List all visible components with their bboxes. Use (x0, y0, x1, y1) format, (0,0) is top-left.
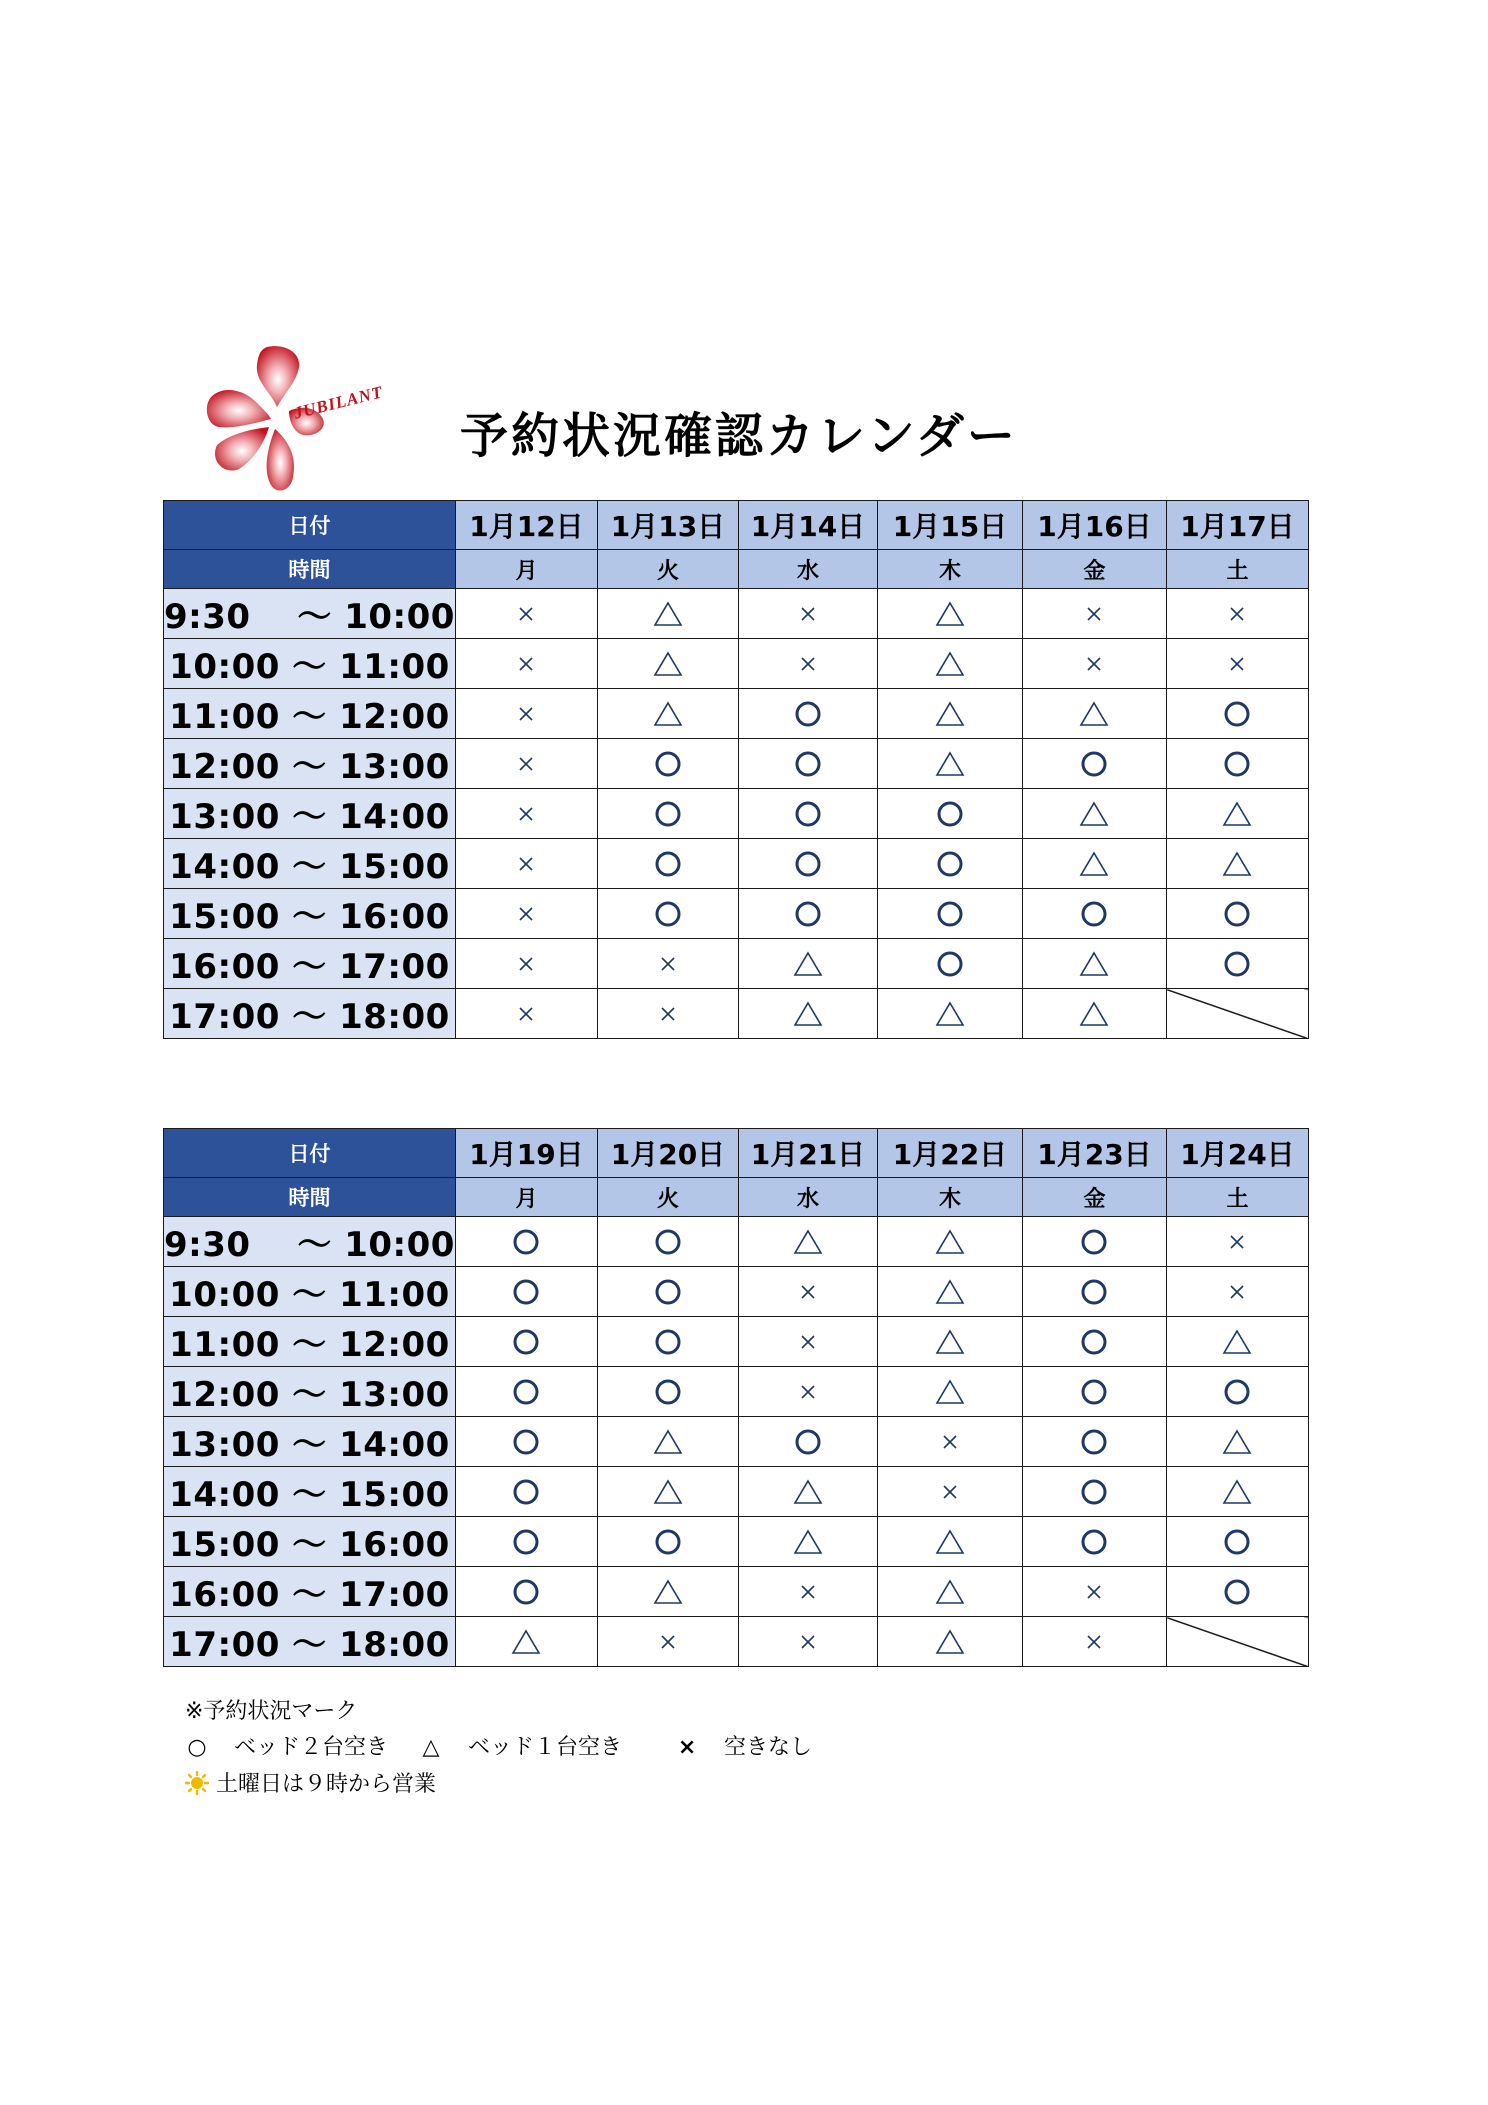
date-header: 1月16日 (1022, 501, 1166, 550)
circle-mark-icon (653, 1277, 683, 1307)
availability-cell (1022, 1617, 1166, 1667)
availability-cell (455, 589, 597, 639)
triangle-mark-icon (935, 1577, 965, 1607)
triangle-mark-icon (1079, 849, 1109, 879)
time-slot-row (164, 1367, 1309, 1417)
availability-cell (1022, 589, 1166, 639)
availability-cell (877, 1217, 1022, 1267)
time-slot-row (164, 1217, 1309, 1267)
time-slot-row (164, 1517, 1309, 1567)
time-slot-label: 17:00 ～ 18:00 (164, 1617, 456, 1667)
availability-cell (1022, 739, 1166, 789)
circle-mark-icon (1079, 1227, 1109, 1257)
cross-mark-icon (653, 1627, 683, 1657)
date-header-row (164, 501, 1309, 550)
date-header-label: 日付 (164, 1129, 456, 1178)
weekday-header: 木 (877, 1178, 1022, 1217)
date-header: 1月19日 (455, 1129, 597, 1178)
triangle-mark-icon (653, 649, 683, 679)
weekday-header: 水 (738, 550, 877, 589)
availability-cell (597, 989, 738, 1039)
time-slot-row (164, 689, 1309, 739)
legend-cross-text: 空きなし (724, 1735, 813, 1760)
weekday-header: 月 (455, 550, 597, 589)
triangle-mark-icon (935, 999, 965, 1029)
availability-cell (738, 639, 877, 689)
circle-mark-icon (935, 949, 965, 979)
availability-cell (455, 1417, 597, 1467)
date-header: 1月20日 (597, 1129, 738, 1178)
circle-mark-icon (653, 899, 683, 929)
availability-cell (597, 1217, 738, 1267)
availability-cell (1022, 789, 1166, 839)
cross-mark-icon (793, 599, 823, 629)
time-slot-label: 17:00 ～ 18:00 (164, 989, 456, 1039)
time-slot-row (164, 1417, 1309, 1467)
triangle-mark-icon (1222, 799, 1252, 829)
circle-mark-icon (1079, 1327, 1109, 1357)
circle-mark-icon (793, 849, 823, 879)
availability-cell (877, 789, 1022, 839)
circle-mark-icon (793, 1427, 823, 1457)
cross-mark-icon (1222, 1277, 1252, 1307)
availability-cell (738, 689, 877, 739)
circle-mark-icon (1222, 1527, 1252, 1557)
triangle-mark-icon (653, 699, 683, 729)
date-header-label: 日付 (164, 501, 456, 550)
availability-cell (597, 939, 738, 989)
circle-mark-icon (793, 749, 823, 779)
availability-cell (738, 789, 877, 839)
availability-cell (455, 939, 597, 989)
triangle-mark-icon (1222, 849, 1252, 879)
availability-cell (738, 1617, 877, 1667)
cross-mark-icon (511, 699, 541, 729)
availability-cell (738, 1367, 877, 1417)
time-slot-row (164, 789, 1309, 839)
circle-mark-icon (1079, 1277, 1109, 1307)
availability-cell (1022, 1367, 1166, 1417)
reservation-table-week-2 (163, 1128, 1309, 1667)
availability-cell (455, 1267, 597, 1317)
circle-mark-icon (1222, 699, 1252, 729)
time-slot-row (164, 589, 1309, 639)
time-slot-label: 13:00 ～ 14:00 (164, 789, 456, 839)
availability-cell (877, 1267, 1022, 1317)
triangle-mark-icon (793, 1527, 823, 1557)
cross-mark-icon (1222, 1227, 1252, 1257)
date-header: 1月24日 (1166, 1129, 1308, 1178)
availability-cell (455, 739, 597, 789)
time-slot-row (164, 839, 1309, 889)
availability-cell (455, 839, 597, 889)
availability-cell (455, 1317, 597, 1367)
availability-cell (455, 989, 597, 1039)
availability-cell (1166, 689, 1308, 739)
circle-mark-icon (935, 899, 965, 929)
time-slot-row (164, 889, 1309, 939)
time-slot-label: 10:00 ～ 11:00 (164, 1267, 456, 1317)
availability-cell (738, 589, 877, 639)
cross-mark-icon (511, 949, 541, 979)
availability-cell (455, 689, 597, 739)
availability-cell (455, 1617, 597, 1667)
availability-cell (597, 1417, 738, 1467)
time-slot-label: 12:00 ～ 13:00 (164, 739, 456, 789)
time-slot-label: 10:00 ～ 11:00 (164, 639, 456, 689)
availability-cell (1166, 1417, 1308, 1467)
date-header: 1月13日 (597, 501, 738, 550)
availability-cell (1166, 1467, 1308, 1517)
date-header: 1月23日 (1022, 1129, 1166, 1178)
availability-cell (1022, 1467, 1166, 1517)
circle-mark-icon (511, 1477, 541, 1507)
triangle-mark-icon (1079, 699, 1109, 729)
triangle-mark-icon (1222, 1477, 1252, 1507)
triangle-mark-icon (935, 599, 965, 629)
circle-mark-icon (935, 799, 965, 829)
time-slot-row (164, 1267, 1309, 1317)
time-slot-label: 15:00 ～ 16:00 (164, 889, 456, 939)
availability-cell (1166, 1517, 1308, 1567)
cross-mark-icon (1222, 649, 1252, 679)
triangle-mark-icon (653, 1427, 683, 1457)
legend-circle-text: ベッド２台空き (234, 1735, 389, 1760)
time-slot-row (164, 1317, 1309, 1367)
circle-mark-icon (793, 699, 823, 729)
availability-cell (597, 789, 738, 839)
time-slot-row (164, 1567, 1309, 1617)
availability-cell (1022, 889, 1166, 939)
availability-cell (597, 689, 738, 739)
triangle-mark-icon (935, 1327, 965, 1357)
cross-mark-icon (1079, 599, 1109, 629)
availability-cell (738, 1467, 877, 1517)
availability-cell (1022, 939, 1166, 989)
triangle-mark-icon (935, 1377, 965, 1407)
legend-cross-symbol: × (677, 1735, 697, 1760)
triangle-mark-icon (653, 599, 683, 629)
cross-mark-icon (511, 799, 541, 829)
cross-mark-icon (935, 1427, 965, 1457)
weekday-header: 水 (738, 1178, 877, 1217)
triangle-mark-icon (935, 749, 965, 779)
time-slot-label: 11:00 ～ 12:00 (164, 1317, 456, 1367)
availability-cell (597, 1617, 738, 1667)
triangle-mark-icon (1222, 1327, 1252, 1357)
availability-cell (877, 1417, 1022, 1467)
legend-circle-symbol: ○ (187, 1735, 207, 1760)
availability-cell (1166, 1317, 1308, 1367)
availability-cell (877, 639, 1022, 689)
circle-mark-icon (653, 1327, 683, 1357)
circle-mark-icon (511, 1227, 541, 1257)
availability-cell (1022, 1567, 1166, 1617)
date-header: 1月21日 (738, 1129, 877, 1178)
availability-cell (1022, 1517, 1166, 1567)
saturday-note-text: 土曜日は９時から営業 (216, 1772, 437, 1797)
availability-cell (597, 889, 738, 939)
availability-cell (738, 1267, 877, 1317)
availability-cell (1166, 939, 1308, 989)
time-slot-row (164, 639, 1309, 689)
availability-cell (455, 1517, 597, 1567)
availability-cell (877, 889, 1022, 939)
brand-wordmark: JUBILANT (291, 382, 385, 423)
triangle-mark-icon (793, 999, 823, 1029)
cross-mark-icon (511, 849, 541, 879)
weekday-header: 火 (597, 550, 738, 589)
cross-mark-icon (653, 999, 683, 1029)
availability-cell (1166, 739, 1308, 789)
cross-mark-icon (793, 1327, 823, 1357)
date-header: 1月14日 (738, 501, 877, 550)
availability-cell (1166, 639, 1308, 689)
availability-cell (877, 939, 1022, 989)
availability-cell (738, 989, 877, 1039)
cross-mark-icon (1079, 1577, 1109, 1607)
cross-mark-icon (793, 1627, 823, 1657)
triangle-mark-icon (653, 1577, 683, 1607)
availability-cell (877, 1567, 1022, 1617)
date-header-row (164, 1129, 1309, 1178)
availability-cell (877, 689, 1022, 739)
availability-cell (1166, 1217, 1308, 1267)
availability-cell (1166, 1567, 1308, 1617)
time-slot-label: 14:00 ～ 15:00 (164, 1467, 456, 1517)
availability-cell (455, 889, 597, 939)
cross-mark-icon (511, 899, 541, 929)
availability-cell (1022, 1267, 1166, 1317)
triangle-mark-icon (935, 1627, 965, 1657)
availability-cell (1022, 989, 1166, 1039)
time-slot-label: 11:00 ～ 12:00 (164, 689, 456, 739)
circle-mark-icon (511, 1377, 541, 1407)
weekday-header: 木 (877, 550, 1022, 589)
availability-cell (738, 839, 877, 889)
availability-cell (455, 789, 597, 839)
date-header: 1月17日 (1166, 501, 1308, 550)
availability-cell (455, 1367, 597, 1417)
availability-cell (1166, 889, 1308, 939)
weekday-header: 月 (455, 1178, 597, 1217)
circle-mark-icon (653, 1227, 683, 1257)
circle-mark-icon (1079, 1427, 1109, 1457)
weekday-header: 土 (1166, 550, 1308, 589)
circle-mark-icon (511, 1327, 541, 1357)
availability-cell (455, 1567, 597, 1617)
availability-cell (597, 589, 738, 639)
availability-cell (877, 1467, 1022, 1517)
availability-cell (738, 1417, 877, 1467)
circle-mark-icon (653, 749, 683, 779)
availability-cell (597, 1467, 738, 1517)
triangle-mark-icon (793, 949, 823, 979)
availability-cell (738, 1317, 877, 1367)
circle-mark-icon (1222, 949, 1252, 979)
weekday-header: 火 (597, 1178, 738, 1217)
availability-cell (597, 1567, 738, 1617)
availability-cell (1166, 1267, 1308, 1317)
availability-cell (877, 739, 1022, 789)
cross-mark-icon (1079, 649, 1109, 679)
reservation-table-week-1 (163, 500, 1309, 1039)
triangle-mark-icon (1079, 799, 1109, 829)
circle-mark-icon (653, 799, 683, 829)
triangle-mark-icon (935, 649, 965, 679)
availability-cell (597, 1317, 738, 1367)
time-slot-row (164, 739, 1309, 789)
circle-mark-icon (653, 1527, 683, 1557)
availability-cell (738, 939, 877, 989)
availability-cell (1166, 839, 1308, 889)
availability-cell (877, 1617, 1022, 1667)
cross-mark-icon (793, 1577, 823, 1607)
time-slot-label: 15:00 ～ 16:00 (164, 1517, 456, 1567)
circle-mark-icon (1079, 1477, 1109, 1507)
legend-marks (185, 1730, 812, 1761)
triangle-mark-icon (935, 699, 965, 729)
availability-cell (1022, 1217, 1166, 1267)
availability-cell (1022, 689, 1166, 739)
cross-mark-icon (511, 749, 541, 779)
cross-mark-icon (511, 649, 541, 679)
availability-cell (877, 589, 1022, 639)
time-slot-row (164, 989, 1309, 1039)
triangle-mark-icon (935, 1227, 965, 1257)
availability-cell (738, 889, 877, 939)
circle-mark-icon (1222, 1377, 1252, 1407)
availability-cell (597, 839, 738, 889)
date-header: 1月22日 (877, 1129, 1022, 1178)
time-slot-label: 16:00 ～ 17:00 (164, 1567, 456, 1617)
cross-mark-icon (793, 1377, 823, 1407)
availability-cell (1166, 789, 1308, 839)
triangle-mark-icon (1222, 1427, 1252, 1457)
time-header-label: 時間 (164, 1178, 456, 1217)
availability-cell (597, 739, 738, 789)
availability-cell (597, 639, 738, 689)
circle-mark-icon (1079, 749, 1109, 779)
triangle-mark-icon (1079, 949, 1109, 979)
saturday-note (185, 1767, 436, 1798)
triangle-mark-icon (511, 1627, 541, 1657)
time-slot-label: 12:00 ～ 13:00 (164, 1367, 456, 1417)
time-slot-row (164, 1617, 1309, 1667)
weekday-header: 金 (1022, 1178, 1166, 1217)
legend-heading: ※予約状況マーク (185, 1699, 358, 1724)
circle-mark-icon (793, 899, 823, 929)
availability-cell (877, 839, 1022, 889)
availability-cell (455, 639, 597, 689)
cross-mark-icon (1222, 599, 1252, 629)
day-header-row (164, 550, 1309, 589)
circle-mark-icon (511, 1427, 541, 1457)
closed-slot-cell (1166, 989, 1308, 1039)
triangle-mark-icon (793, 1227, 823, 1257)
availability-cell (738, 1217, 877, 1267)
time-header-label: 時間 (164, 550, 456, 589)
availability-cell (1022, 1317, 1166, 1367)
availability-cell (455, 1467, 597, 1517)
cross-mark-icon (511, 599, 541, 629)
cross-mark-icon (793, 1277, 823, 1307)
legend-triangle-text: ベッド１台空き (468, 1735, 623, 1760)
circle-mark-icon (1222, 899, 1252, 929)
circle-mark-icon (793, 799, 823, 829)
cross-mark-icon (935, 1477, 965, 1507)
time-slot-row (164, 939, 1309, 989)
availability-cell (1022, 839, 1166, 889)
sun-icon (185, 1771, 209, 1795)
page-title: 予約状況確認カレンダー (460, 408, 1018, 464)
availability-cell (597, 1367, 738, 1417)
triangle-mark-icon (1079, 999, 1109, 1029)
time-slot-label: 14:00 ～ 15:00 (164, 839, 456, 889)
cross-mark-icon (653, 949, 683, 979)
circle-mark-icon (511, 1277, 541, 1307)
time-slot-label: 13:00 ～ 14:00 (164, 1417, 456, 1467)
triangle-mark-icon (653, 1477, 683, 1507)
time-slot-label: 16:00 ～ 17:00 (164, 939, 456, 989)
cross-mark-icon (793, 649, 823, 679)
triangle-mark-icon (935, 1527, 965, 1557)
circle-mark-icon (653, 849, 683, 879)
availability-cell (877, 1367, 1022, 1417)
weekday-header: 土 (1166, 1178, 1308, 1217)
availability-cell (1022, 639, 1166, 689)
closed-slot-cell (1166, 1617, 1308, 1667)
triangle-mark-icon (935, 1277, 965, 1307)
cross-mark-icon (511, 999, 541, 1029)
availability-cell (1166, 1367, 1308, 1417)
availability-cell (877, 1317, 1022, 1367)
triangle-mark-icon (793, 1477, 823, 1507)
availability-cell (1022, 1417, 1166, 1467)
availability-cell (597, 1267, 738, 1317)
availability-cell (738, 1567, 877, 1617)
time-slot-label: 9:30 ～ 10:00 (164, 1217, 456, 1267)
availability-cell (877, 989, 1022, 1039)
date-header: 1月12日 (455, 501, 597, 550)
circle-mark-icon (511, 1577, 541, 1607)
time-slot-row (164, 1467, 1309, 1517)
circle-mark-icon (1222, 749, 1252, 779)
time-slot-label: 9:30 ～ 10:00 (164, 589, 456, 639)
availability-cell (738, 739, 877, 789)
cross-mark-icon (1079, 1627, 1109, 1657)
availability-cell (738, 1517, 877, 1567)
availability-cell (455, 1217, 597, 1267)
availability-cell (877, 1517, 1022, 1567)
weekday-header: 金 (1022, 550, 1166, 589)
circle-mark-icon (1079, 899, 1109, 929)
circle-mark-icon (935, 849, 965, 879)
day-header-row (164, 1178, 1309, 1217)
availability-cell (597, 1517, 738, 1567)
date-header: 1月15日 (877, 501, 1022, 550)
circle-mark-icon (511, 1527, 541, 1557)
legend-triangle-symbol: △ (422, 1735, 440, 1760)
circle-mark-icon (653, 1377, 683, 1407)
circle-mark-icon (1079, 1377, 1109, 1407)
circle-mark-icon (1079, 1527, 1109, 1557)
availability-cell (1166, 589, 1308, 639)
circle-mark-icon (1222, 1577, 1252, 1607)
